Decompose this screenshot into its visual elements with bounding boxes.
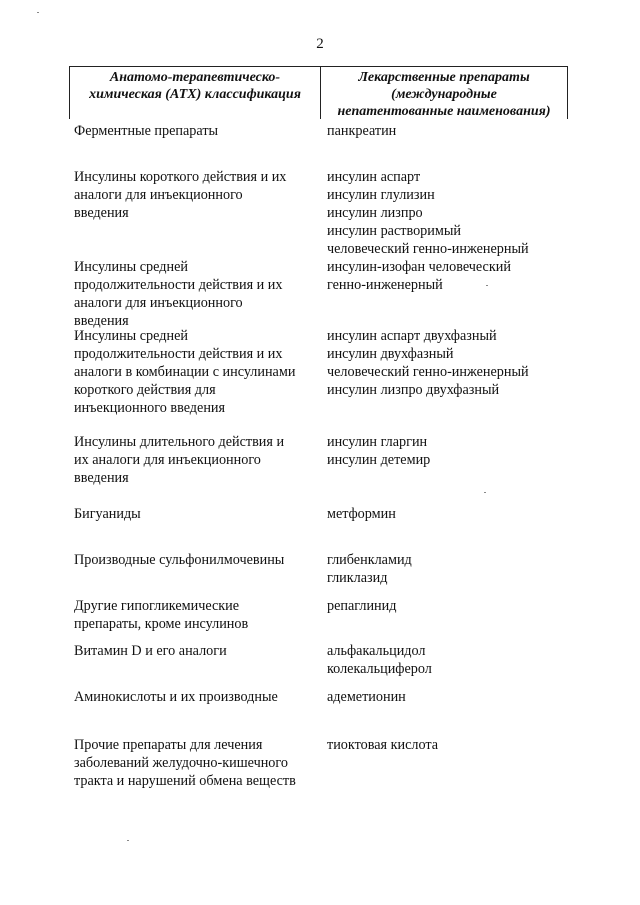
drug-names-cell: тиоктовая кислота — [327, 737, 439, 753]
atc-group-cell: Другие гипогликемические препараты, кроме инсулинов — [74, 598, 249, 632]
atc-group-cell: Инсулины средней продолжительности действия и их аналоги для инъекционного введения — [74, 259, 283, 329]
atc-group-cell: Витамин D и его аналоги — [74, 643, 227, 659]
drug-names-cell: глибенкламид гликлазид — [327, 552, 412, 586]
atc-group-cell: Инсулины средней продолжительности действия и их аналоги в комбинации с инсулинами короткого действия для инъекционного введения — [74, 328, 296, 416]
header-atc-classification — [70, 67, 321, 119]
header-drug-names — [321, 67, 567, 119]
atc-group-cell: Производные сульфонилмочевины — [74, 552, 285, 568]
drug-names-cell: инсулин-изофан человеческий генно-инженерный — [327, 259, 511, 293]
table-header — [69, 66, 568, 119]
drug-names-cell: адеметионин — [327, 689, 406, 705]
atc-group-cell: Прочие препараты для лечения заболеваний желудочно-кишечного тракта и нарушений обмена веществ — [74, 737, 296, 789]
drug-names-cell: метформин — [327, 506, 396, 522]
scan-speck — [127, 840, 129, 841]
drug-names-cell: альфакальцидол колекальциферол — [327, 643, 432, 677]
atc-group-cell: Бигуаниды — [74, 506, 141, 522]
scan-speck — [486, 285, 488, 286]
drug-names-cell: инсулин аспарт двухфазный инсулин двухфазный человеческий генно-инженерный инсулин лизпро двухфазный — [327, 328, 529, 398]
drug-names-cell: репаглинид — [327, 598, 397, 614]
drug-names-cell: инсулин гларгин инсулин детемир — [327, 434, 431, 468]
drug-names-cell: инсулин аспарт инсулин глулизин инсулин лизпро инсулин растворимый человеческий генно-инженерный — [327, 169, 529, 257]
atc-group-cell: Аминокислоты и их производные — [74, 689, 278, 705]
atc-group-cell: Инсулины длительного действия и их аналоги для инъекционного введения — [74, 434, 285, 486]
page-number: 2 — [316, 36, 324, 52]
atc-group-cell: Инсулины короткого действия и их аналоги для инъекционного введения — [74, 169, 287, 221]
atc-group-cell: Ферментные препараты — [74, 123, 219, 139]
scan-speck — [484, 492, 486, 493]
header-right-text: Лекарственные препараты (международные непатентованные наименования) — [337, 70, 551, 119]
header-left-text: Анатомо-терапевтическо- химическая (АТХ) классификация — [89, 70, 301, 102]
drug-names-cell: панкреатин — [327, 123, 397, 139]
scan-speck — [37, 12, 39, 13]
